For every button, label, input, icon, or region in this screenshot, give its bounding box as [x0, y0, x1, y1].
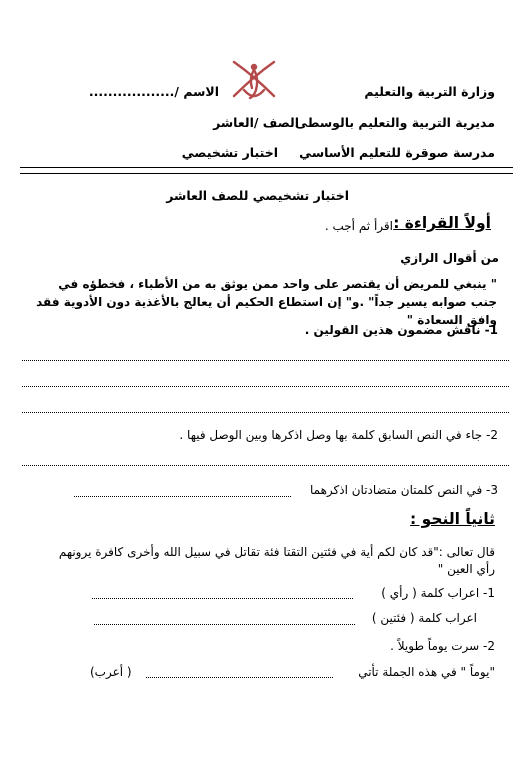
oman-emblem-icon: [226, 56, 282, 106]
grammar-question-1a: 1- اعراب كلمة ( رأي ): [381, 586, 495, 600]
answer-line[interactable]: [22, 360, 509, 361]
exam-title: اختبار تشخيصي للصف العاشر: [166, 188, 349, 203]
student-name-field: الاسم /..................: [88, 84, 219, 99]
grammar-question-2a: "يوماً " في هذه الجملة تأتي: [358, 665, 495, 679]
reading-instruction: اقرأ ثم أجب .: [324, 219, 393, 233]
rhazi-quote: " ينبغي للمريض أن يقتصر على واحد ممن يوثق به من الأطباء ، فخطؤه في جنب صوابه يسير جداً" .و" إن استطاع الحكيم أن يعالج بالأغذية دون الأدوية فقد وافق السعادة ": [36, 277, 497, 327]
directorate-name: مديرية التربية والتعليم بالوسطى: [295, 115, 495, 130]
answer-line[interactable]: [22, 412, 509, 413]
quran-verse: قال تعالى :"قد كان لكم أية في فئتين التقتا فئة تقاتل في سبيل الله وأخرى كافرة يرونهم رأي العين ": [58, 545, 495, 576]
answer-line[interactable]: [74, 496, 291, 497]
grammar-question-1b: اعراب كلمة ( فئتين ): [371, 611, 477, 625]
grade-label: الصف /العاشر: [213, 115, 299, 130]
quote-source: من أقوال الرازي: [400, 251, 499, 265]
question-2: 2- جاء في النص السابق كلمة بها وصل اذكرها وبين الوصل فيها .: [179, 428, 498, 442]
answer-line[interactable]: [146, 677, 333, 678]
question-1: 1- ناقش مضمون هذين القولين .: [304, 323, 498, 337]
grammar-question-2: 2- سرت يوماً طويلاً .: [390, 639, 495, 653]
question-3: 3- في النص كلمتان متضادتان اذكرهما: [309, 483, 498, 497]
answer-line[interactable]: [22, 386, 509, 387]
header-divider: [20, 167, 513, 174]
school-name: مدرسة صوقرة للتعليم الأساسي: [299, 145, 495, 160]
answer-line[interactable]: [94, 624, 355, 625]
exam-type: اختبار تشخيصي: [181, 145, 278, 160]
section-reading-heading: أولاً القراءة :: [393, 214, 491, 232]
section-grammar-heading: ثانياً النحو :: [410, 510, 495, 528]
grammar-question-2a-hint: ( أعرب): [90, 665, 132, 679]
ministry-name: وزارة التربية والتعليم: [364, 84, 495, 99]
answer-line[interactable]: [92, 598, 353, 599]
answer-line[interactable]: [22, 465, 509, 466]
